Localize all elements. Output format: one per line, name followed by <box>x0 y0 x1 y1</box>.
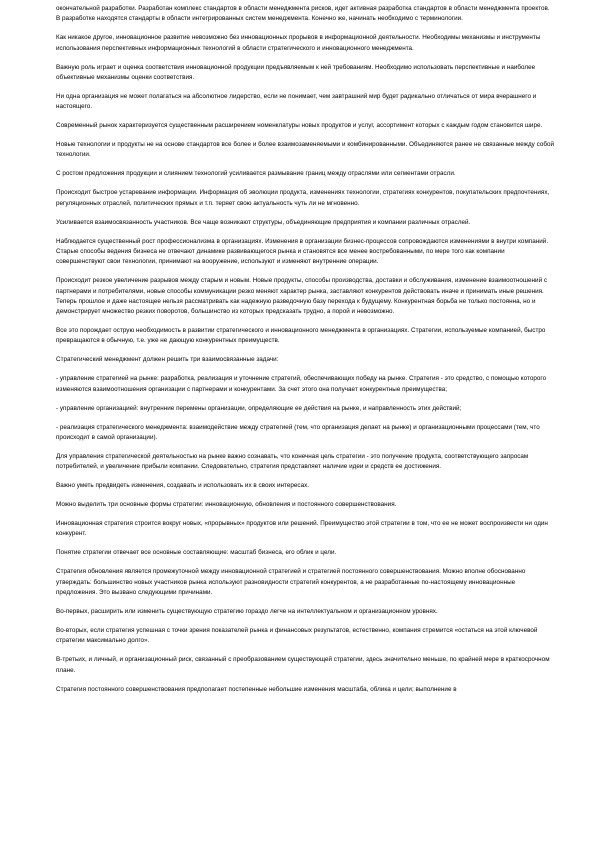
paragraph: Во-вторых, если стратегия успешная с точки зрения показателей рынка и финансовых результатов, естественно, компания стремится «остаться на этой ключевой стратегии максимально долго». <box>56 626 538 645</box>
paragraph: Как никакое другое, инновационное развитие невозможно без инновационных прорывов в информационной деятельности. Необходимы механизмы и инструменты использования перспективных информационных технологий в области стратегического и инновационного менеджмента. <box>56 34 541 52</box>
paragraph: Новые технологии и продукты не на основе стандартов все более и более взаимозаменяемыми и комбинированными. Объединяются ранее не связанные между собой технологии. <box>56 141 555 159</box>
paragraph: Происходит резкое увеличение разрывов между старым и новым. Новые продукты, способы производства, доставки и обслуживания, изменение взаимоотношений с партнерами и потребителями, новые способы коммуникации резко меняют характер рынка, заставляют конкурентов действовать иначе и принимать иные решения. Теперь прошлое и даже настоящее нельзя рассматривать как надежную разведочную базу перехода к будущему. Конкурентная борьба не только постоянна, но и демонстрирует множество резких поворотов, большинство из которых предсказать трудно, а порой и невозможно. <box>56 277 548 316</box>
paragraph: Современный рынок характеризуется существенным расширением номенклатуры новых продуктов и услуг, ассортимент которых с каждым годом становится шире. <box>56 122 543 130</box>
paragraph: - управление организацией: внутренние перемены организации, определяющие ее действия на рынке, и направленность этих действий; <box>56 404 462 412</box>
paragraph: Важную роль играет и оценка соответствия инновационной продукции предъявляемым к ней требованиям. Необходимо использовать перспективные и наиболее объективные механизмы оценки соответствия. <box>56 63 536 81</box>
paragraph: Ни одна организация не может полагаться на абсолютное лидерство, если не понимает, чем завтрашний мир будет радикально отличаться от мира вчерашнего и настоящего. <box>56 92 537 111</box>
paragraph: Стратегия обновления является промежуточной между инновационной стратегией и стратегией постоянного совершенствования. Можно вполне обоснованно утверждать: большинство новых участников рынка используют разновидности стратегий конкурентов, а не разработанные по-настоящему инновационные предложения. Это вызвано следующими причинами. <box>56 568 526 597</box>
paragraph: Для управления стратегической деятельностью на рынке важно сознавать, что конечная цель стратегии - это получение продукта, соответствующего запросам потребителей, и увеличение прибыли компании. Следовательно, стратегия представляет наличие идеи и средств ее достижения. <box>56 452 529 471</box>
paragraph: С ростом предложения продукции и слиянием технологий усиливается размывание границ между отраслями или сегментами отрасли. <box>56 170 456 178</box>
paragraph: Наблюдается существенный рост профессионализма в организациях. Изменения в организации бизнес-процессов сопровождаются изменениями в внутри компаний. Старые способы ведения бизнеса не отвечают динамике развивающегося рынка и становятся все менее востребованными, по мере того как компании совершенствуют свои технологии, принимают на вооружение, используют и изменяют внутренние операции. <box>56 237 549 266</box>
paragraph: В-третьих, и личный, и организационный риск, связанный с преобразованием существующей стратегии, здесь значительно меньше, по крайней мере в краткосрочном плане. <box>56 656 550 674</box>
paragraph: - реализация стратегического менеджмента: взаимодействие между стратегией (тем, что организация делает на рынке) и организационными процессами (тем, что происходит в самой организации). <box>56 423 540 441</box>
paragraph: Понятие стратегии отвечает все основные составляющие: масштаб бизнеса, его облик и цели. <box>56 549 337 557</box>
paragraph: Происходит быстрое устаревание информации. Информация об эволюции продукта, изменениях технологии, стратегиях конкурентов, покупательских предпочтениях, регуляционных отраслей, политических прямых и т.п. теряет свою актуальность чуть ли не мгновенно. <box>56 189 550 207</box>
paragraph: Важно уметь предвидеть изменения, создавать и использовать их в своих интересах. <box>56 482 310 490</box>
paragraph: Все это порождает острую необходимость в развитии стратегического и инновационного менеджмента в организациях. Стратегии, используемые компанией, быстро превращаются в обычную, т.е. уже не дающую конкурентных преимуществ. <box>56 327 546 345</box>
paragraph: Во-первых, расширить или изменить существующую стратегию гораздо легче на интеллектуальном и организационном уровнях. <box>56 608 438 615</box>
paragraph: Инновационная стратегия строится вокруг новых, «прорывных» продуктов или решений. Преимущество этой стратегии в том, что ее не может воспроизвести ни один конкурент. <box>56 520 548 538</box>
paragraph: Можно выделить три основные формы стратегии: инновационную, обновления и постоянного совершенствования. <box>56 501 397 509</box>
paragraph: Усиливается взаимосвязанность участников. Все чаще возникают структуры, объединяющие предприятия и компании различных отраслей. <box>56 218 471 226</box>
paragraph: Стратегия постоянного совершенствования предполагает постепенные небольшие изменения масштаба, облика и цели; выполнение в <box>56 685 457 693</box>
paragraph: - управление стратегией на рынке: разработка, реализация и уточнение стратегий, обеспечивающих победу на рынке. Стратегия - это средство, с помощью которого изменяются взаимоотношения организации с партнерами и конкурентами. За счет этого она получает конкурентные преимущества; <box>56 375 547 393</box>
paragraph: Стратегический менеджмент должен решить три взаимосвязанные задачи: <box>56 356 279 364</box>
paragraph: окончательной разработки. Разработан комплекс стандартов в области менеджмента рисков, идет активная разработка стандартов в области менеджмента проектов. В разработке находятся стандарты в области интегрированных систем менеджмента. Конечно же, начинать необходимо с терминологии. <box>56 5 550 23</box>
